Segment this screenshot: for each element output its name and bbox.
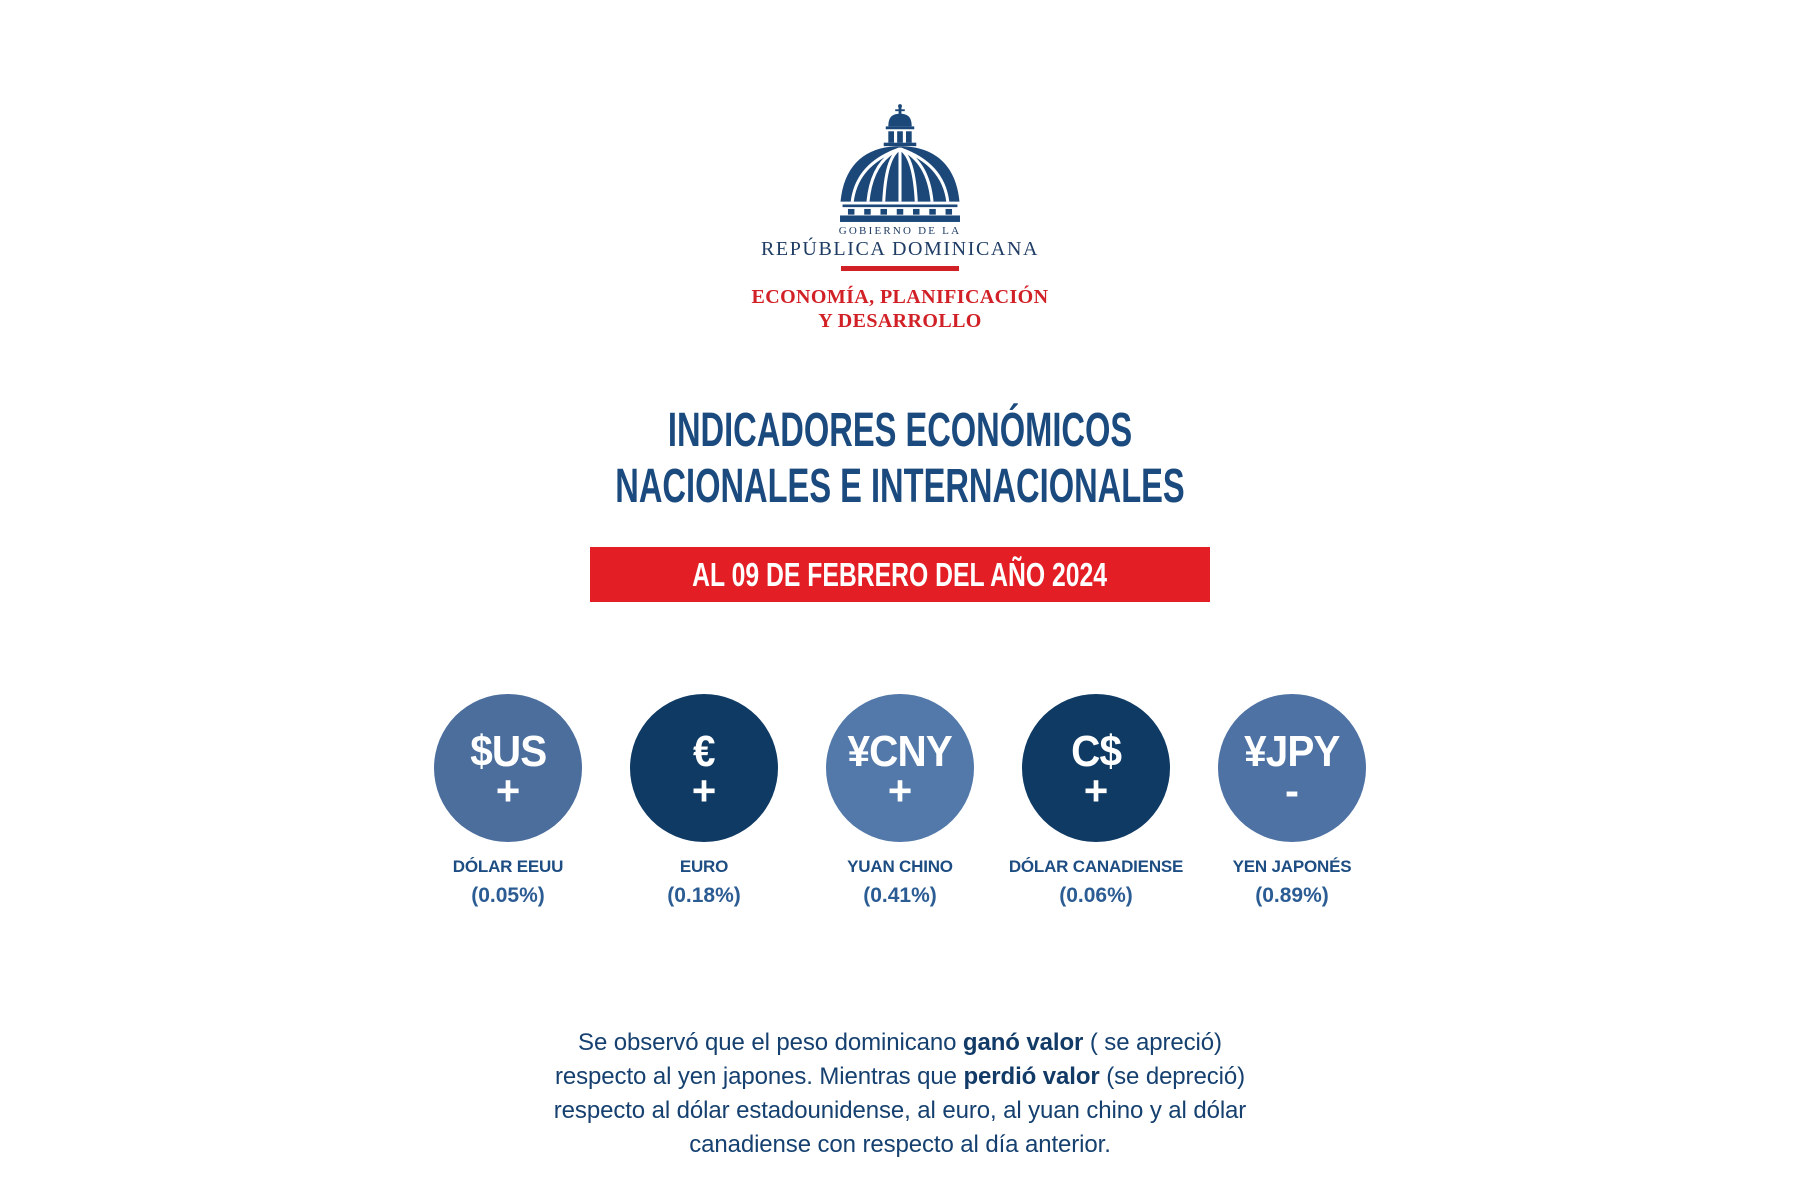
ministry-line2: Y DESARROLLO (818, 310, 982, 332)
usd-direction-sign: + (495, 767, 521, 814)
usd-symbol: $US (470, 727, 546, 776)
euro-percent: (0.18%) (667, 884, 741, 907)
government-line1: GOBIERNO DE LA (838, 225, 962, 237)
dome-logo-icon (839, 104, 961, 222)
note-bold-gained: ganó valor (962, 1029, 1084, 1056)
currency-cards-row (410, 694, 1390, 908)
cny-symbol: ¥CNY (847, 727, 953, 776)
euro-name: EURO (679, 857, 729, 876)
jpy-percent: (0.89%) (1255, 884, 1329, 907)
currency-card-euro (606, 694, 802, 908)
note-text: Se observó que el peso dominicano (578, 1029, 963, 1056)
euro-circle (630, 694, 778, 842)
summary-note-line4: canadiense con respecto al día anterior. (689, 1131, 1111, 1158)
page-title (0, 403, 1800, 515)
cny-name: YUAN CHINO (847, 857, 953, 876)
note-text: (se depreció) (1099, 1063, 1245, 1090)
date-banner (590, 547, 1210, 602)
government-line2: REPÚBLICA DOMINICANA (760, 238, 1040, 260)
currency-card-usd (410, 694, 606, 908)
usd-percent: (0.05%) (471, 884, 545, 907)
jpy-direction-sign: - (1285, 767, 1299, 814)
logo-divider (841, 266, 959, 271)
cny-direction-sign: + (887, 767, 913, 814)
cad-name: DÓLAR CANADIENSE (1008, 857, 1184, 876)
cad-circle (1022, 694, 1170, 842)
euro-symbol: € (693, 727, 715, 776)
ministry-name (0, 285, 1800, 333)
cad-percent: (0.06%) (1059, 884, 1133, 907)
usd-circle (434, 694, 582, 842)
note-text: ( se apreció) (1083, 1029, 1222, 1056)
cad-direction-sign: + (1083, 767, 1109, 814)
summary-note-line3: respecto al dólar estadounidense, al euro, al yuan chino y al dólar (553, 1097, 1247, 1124)
cny-percent: (0.41%) (863, 884, 937, 907)
jpy-symbol: ¥JPY (1244, 727, 1340, 776)
usd-name: DÓLAR EEUU (452, 857, 564, 876)
jpy-name: YEN JAPONÉS (1232, 857, 1352, 876)
page-title-line2: NACIONALES E INTERNACIONALES (615, 460, 1185, 513)
euro-direction-sign: + (691, 767, 717, 814)
page-title-line1: INDICADORES ECONÓMICOS (667, 404, 1133, 457)
cad-symbol: C$ (1071, 727, 1121, 776)
summary-note-line2 (440, 1060, 1360, 1094)
summary-note-line1 (440, 1026, 1360, 1060)
note-bold-lost: perdió valor (963, 1063, 1100, 1090)
currency-card-jpy (1194, 694, 1390, 908)
jpy-circle (1218, 694, 1366, 842)
date-banner-text: AL 09 DE FEBRERO DEL AÑO 2024 (692, 555, 1108, 593)
currency-card-cad (998, 694, 1194, 908)
cny-circle (826, 694, 974, 842)
ministry-line1: ECONOMÍA, PLANIFICACIÓN (751, 286, 1049, 308)
note-text: respecto al yen japones. Mientras que (555, 1063, 964, 1090)
summary-note (440, 1026, 1360, 1162)
currency-card-cny (802, 694, 998, 908)
